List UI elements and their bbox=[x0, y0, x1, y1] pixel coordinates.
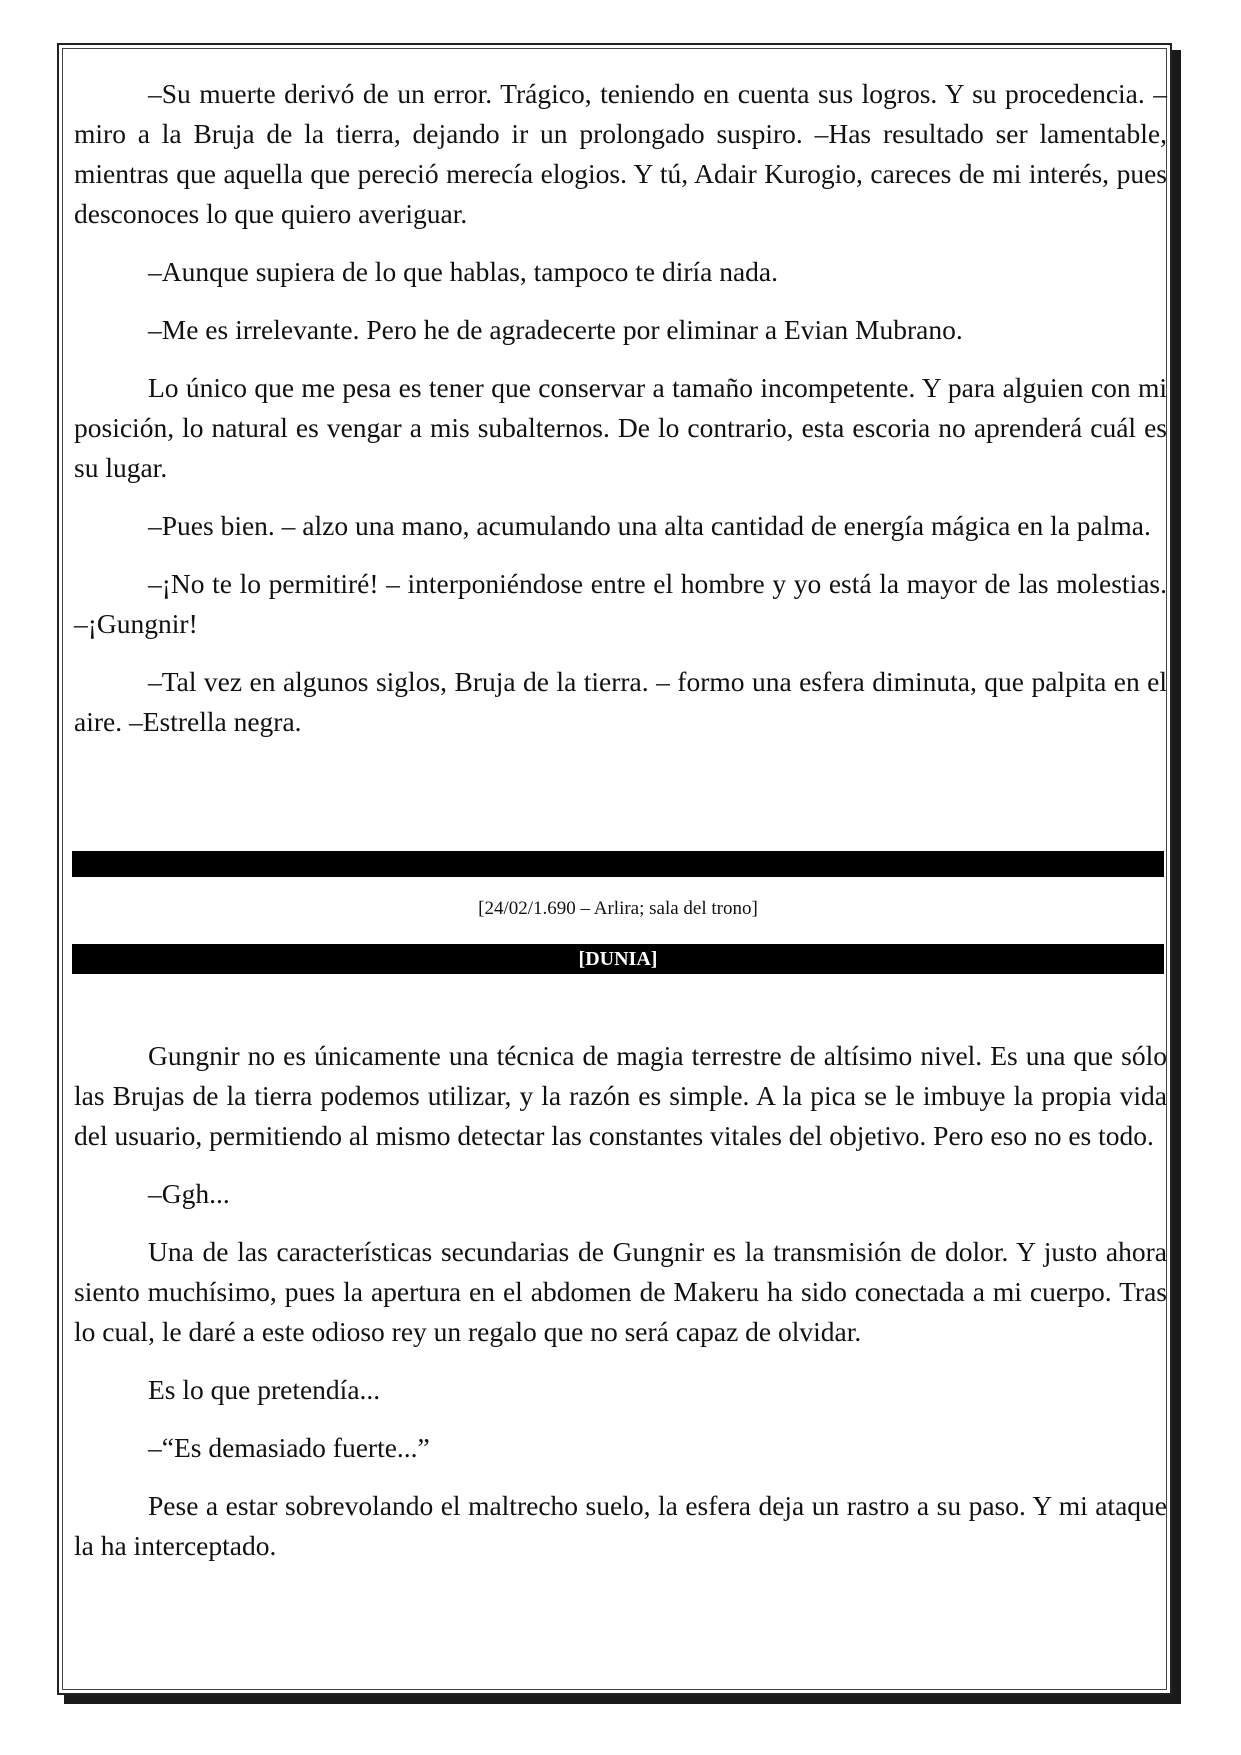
paragraph: Es lo que pretendía... bbox=[148, 1374, 381, 1405]
paragraph: –¡No te lo permitiré! – interponiéndose entre el hombre y yo está la mayor de las molestias. –¡Gungnir! bbox=[74, 568, 1167, 639]
paragraph: –Su muerte derivó de un error. Trágico, teniendo en cuenta sus logros. Y su procedencia. – miro a la Bruja de la tierra, dejando ir un prolongado suspiro. –Has resultado ser lamentable, mientras que aquella que pereció merecía elogios. Y tú, Adair Kurogio, careces de mi interés, pues desconoces lo que quiero averiguar. bbox=[74, 78, 1167, 229]
paragraph: –Pues bien. – alzo una mano, acumulando una alta cantidad de energía mágica en la palma. bbox=[148, 510, 1151, 541]
paragraph: Pese a estar sobrevolando el maltrecho suelo, la esfera deja un rastro a su paso. Y mi ataque la ha interceptado. bbox=[74, 1490, 1167, 1561]
paragraph: Una de las características secundarias de Gungnir es la transmisión de dolor. Y justo ahora siento muchísimo, pues la apertura en el abdomen de Makeru ha sido conectada a mi cuerpo. Tras lo cual, le daré a este odioso rey un regalo que no será capaz de olvidar. bbox=[74, 1236, 1167, 1347]
paragraph: Lo único que me pesa es tener que conservar a tamaño incompetente. Y para alguien con mi posición, lo natural es vengar a mis subalternos. De lo contrario, esta escoria no aprenderá cuál es su lugar. bbox=[74, 372, 1167, 483]
paragraph: –Tal vez en algunos siglos, Bruja de la tierra. – formo una esfera diminuta, que palpita en el aire. –Estrella negra. bbox=[74, 666, 1167, 737]
scene-break-bar bbox=[72, 851, 1164, 877]
paragraph: Gungnir no es únicamente una técnica de magia terrestre de altísimo nivel. Es una que sólo las Brujas de la tierra podemos utilizar, y la razón es simple. A la pica se le imbuye la propia vida del usuario, permitiendo al mismo detectar las constantes vitales del objetivo. Pero eso no es todo. bbox=[74, 1040, 1167, 1151]
paragraph: –Ggh... bbox=[148, 1178, 230, 1209]
paragraph: –Me es irrelevante. Pero he de agradecerte por eliminar a Evian Mubrano. bbox=[148, 314, 963, 345]
paragraph: –Aunque supiera de lo que hablas, tampoco te diría nada. bbox=[148, 256, 779, 287]
pov-label: [DUNIA] bbox=[72, 944, 1164, 974]
story-text-bottom bbox=[74, 1036, 1167, 1566]
paragraph: –“Es demasiado fuerte...” bbox=[148, 1432, 430, 1463]
story-text-top bbox=[74, 74, 1167, 742]
scene-header: [24/02/1.690 – Arlira; sala del trono] bbox=[478, 898, 758, 919]
